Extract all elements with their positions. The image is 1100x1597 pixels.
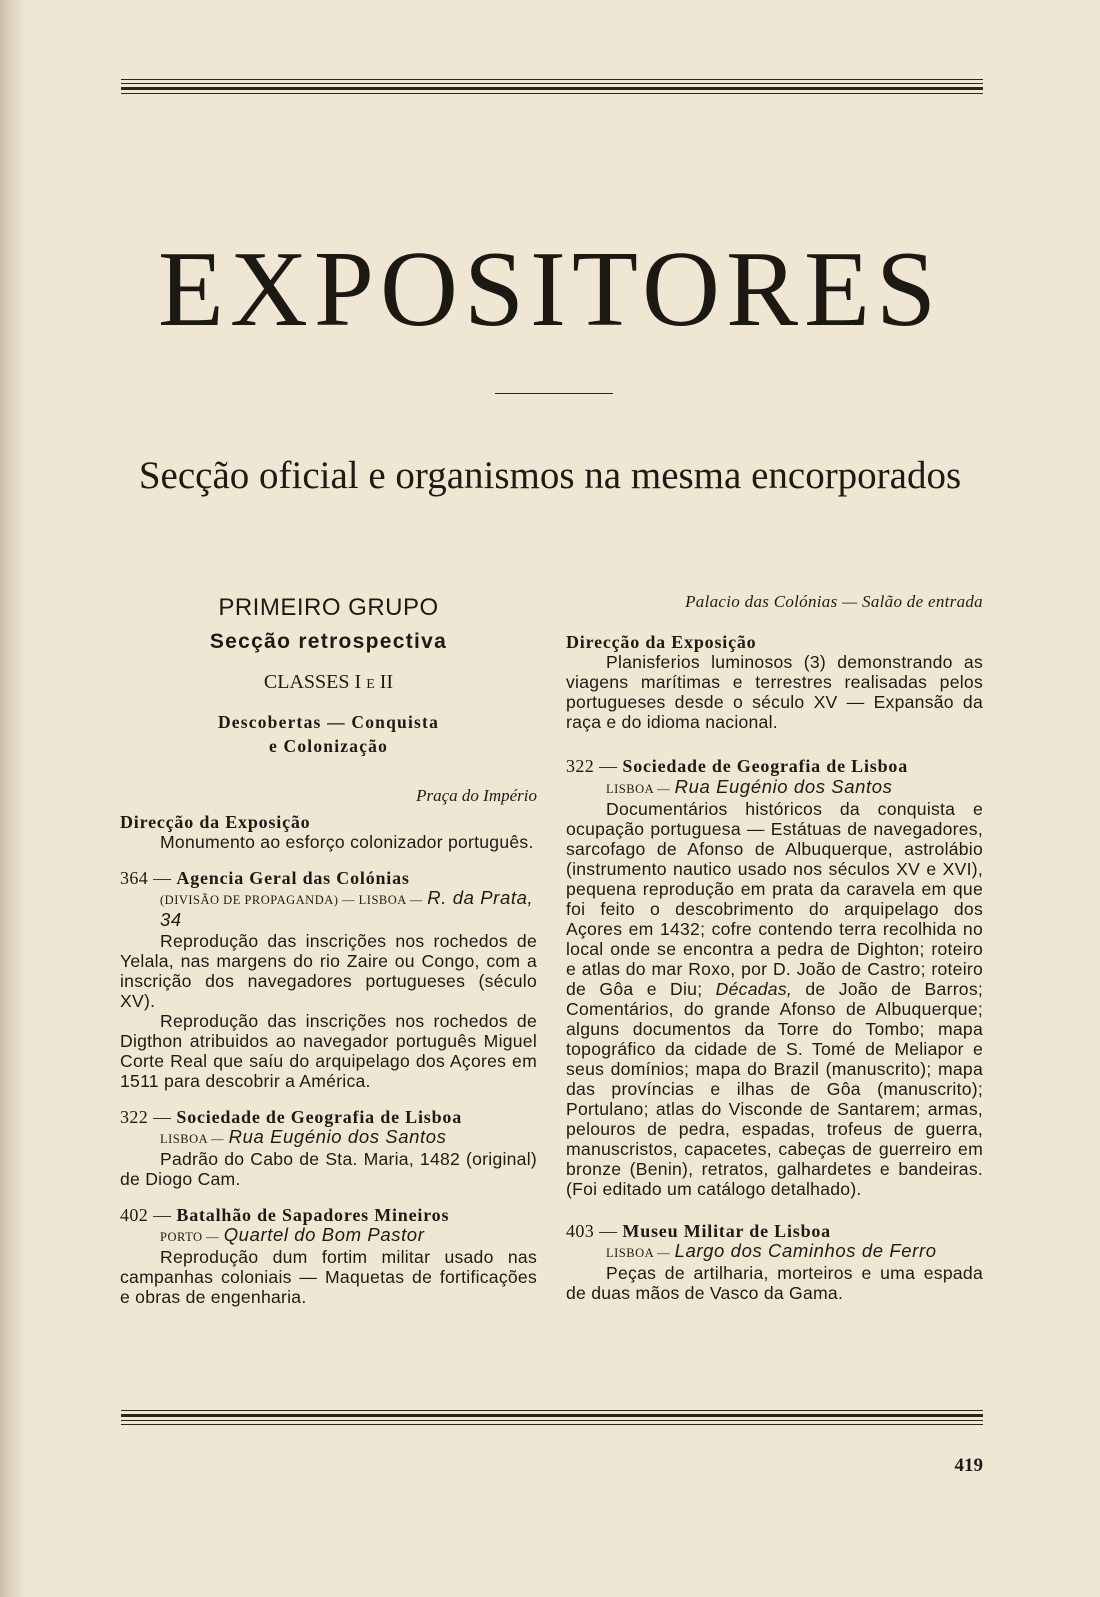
entry-heading — [120, 1205, 537, 1225]
entry-heading: Direcção da Exposição — [566, 632, 757, 653]
entry-location — [566, 777, 983, 799]
entry-location — [120, 1225, 537, 1247]
entry-description: Documentários históricos da conquista e ocupação portuguesa — Estátuas de navegadores, sarcofago de Afonso de Albuquerque, astrolábio (instrumento nautico usado nos séculos XV e XVI), pequena reprodução em prata da caravela em que foi feito o descobrimento do arquipelago dos Açores em 1432; cofre contendo terra recolhida no local onde se encontra a pedra de Dighton; roteiro e atlas do mar Roxo, por D. João de Castro; roteiro de Gôa e Diu; Décadas, de João de Barros; Comentários, do grande Afonso de Albuquerque; alguns documentos da Torre do Tombo; mapa topográfico da cidade de S. Tomé de Meliapor e seus domínios; mapa do Brazil (manuscrito); mapa das províncias e ilhas de Gôa (manuscrito); Portulano; atlas do Visconde de Santarem; armas, pelouros de pedra, espadas, trofeus de guerra, manuscristos, capacetes, cabeças de guerreiro em bronze (Benin), retratos, galhardetes e bandeiras. (Foi editado um catálogo detalhado). — [566, 798, 984, 1199]
entry-322 — [120, 1107, 537, 1189]
entry-description: Planisferios luminosos (3) demonstrando as viagens marítimas e terrestres realisadas pelos portugueses desde o século XV — Expansão da raça e do idioma nacional. — [566, 652, 983, 733]
entry-description: Reprodução dum fortim militar usado nas campanhas coloniais — Maquetas de fortificações e obras de engenharia. — [120, 1247, 537, 1308]
entry-number: 322 — — [120, 1106, 172, 1127]
location-address: Quartel do Bom Pastor — [223, 1224, 425, 1246]
classes-roman-b: II — [379, 671, 394, 694]
entry-name: Museu Militar de Lisboa — [622, 1220, 831, 1241]
location-address: Rua Eugénio dos Santos — [674, 775, 893, 797]
entry-description: Padrão do Cabo de Sta. Maria, 1482 (original) de Diogo Cam. — [120, 1149, 537, 1190]
entry-description: Monumento ao esforço colonizador português. — [160, 832, 534, 853]
entry-heading — [120, 1107, 537, 1127]
entry-number: 322 — — [566, 756, 618, 777]
location-address: R. da Prata, 34 — [160, 887, 534, 931]
top-rule — [121, 79, 983, 94]
location-city: LISBOA — — [606, 1246, 671, 1261]
entry-number: 402 — — [120, 1205, 172, 1226]
page-number: 419 — [954, 1455, 983, 1476]
section-heading: Secção retrospectiva — [209, 630, 448, 654]
theme-line-1: Descobertas — Conquista — [217, 711, 440, 732]
entry-403 — [566, 1221, 983, 1303]
entry-location — [120, 888, 537, 930]
location-city: LISBOA — — [160, 1131, 225, 1146]
entry-364 — [120, 868, 537, 1091]
location-city: PORTO — — [160, 1230, 220, 1245]
entry-name: Batalhão de Sapadores Mineiros — [176, 1205, 450, 1226]
section-subtitle: Secção oficial e organismos na mesma encorporados — [138, 454, 962, 497]
entry-number: 364 — — [120, 868, 172, 889]
entry-name: Sociedade de Geografia de Lisboa — [176, 1106, 463, 1127]
title-divider — [495, 393, 613, 394]
entry-direccao — [120, 812, 537, 852]
entry-description: Reprodução das inscrições nos rochedos de Yelala, nas margens do rio Zaire ou Congo, com a inscrição dos navegadores portugueses (século XV). — [120, 930, 537, 1011]
classes-roman-a: I — [354, 671, 362, 694]
entry-heading — [566, 756, 983, 776]
entry-number: 403 — — [566, 1220, 618, 1241]
right-column — [566, 592, 983, 1319]
page-title: EXPOSITORES — [157, 230, 943, 349]
entry-name: Agencia Geral das Colónias — [176, 868, 410, 889]
venue-label: Praça do Império — [416, 785, 537, 805]
theme-heading — [120, 710, 537, 758]
group-heading: PRIMEIRO GRUPO — [218, 594, 439, 621]
entry-402 — [120, 1205, 537, 1307]
italic-title: Décadas, — [715, 978, 792, 999]
classes-heading — [120, 672, 537, 695]
venue-label: Palacio das Colónias — Salão de entrada — [685, 592, 983, 611]
location-address: Rua Eugénio dos Santos — [228, 1125, 447, 1147]
entry-location — [566, 1241, 983, 1263]
theme-line-2: e Colonização — [268, 735, 389, 756]
location-city: (DIVISÃO DE PROPAGANDA) — LISBOA — — [160, 893, 423, 908]
entry-location — [120, 1127, 537, 1149]
entry-heading — [120, 868, 537, 888]
classes-e: E — [366, 677, 375, 693]
entry-name: Sociedade de Geografia de Lisboa — [622, 756, 909, 777]
entry-heading: Direcção da Exposição — [120, 811, 311, 832]
location-city: LISBOA — — [606, 781, 671, 796]
entry-description: Reprodução das inscrições nos rochedos de Digthon atribuidos ao navegador português Miguel Corte Real que saíu do arquipelago dos Açores em 1511 para descobrir a América. — [120, 1010, 537, 1091]
left-column — [120, 592, 537, 1323]
location-address: Largo dos Caminhos de Ferro — [674, 1240, 937, 1262]
classes-word: CLASSES — [263, 671, 350, 694]
entry-direccao — [566, 632, 983, 732]
bottom-rule — [121, 1410, 983, 1425]
entry-heading — [566, 1221, 983, 1241]
entry-322 — [566, 756, 983, 1198]
entry-description: Peças de artilharia, morteiros e uma espada de duas mãos de Vasco da Gama. — [566, 1263, 983, 1304]
